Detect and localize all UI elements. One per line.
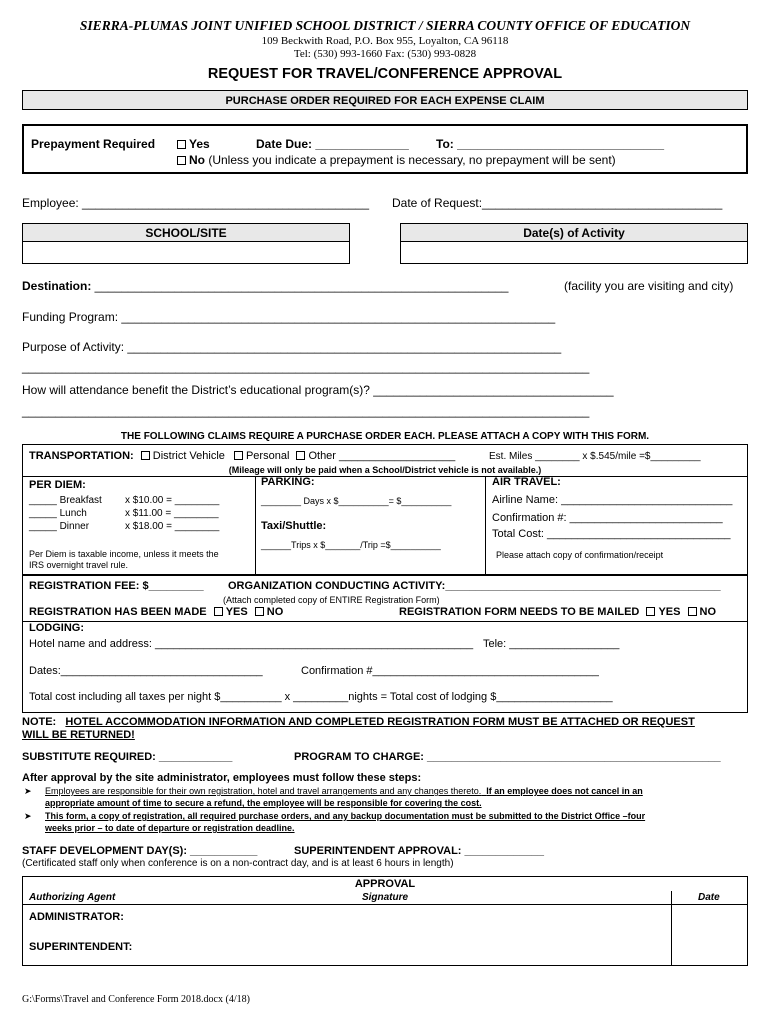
registration-mailed-label: REGISTRATION FORM NEEDS TO BE MAILED xyxy=(399,606,640,618)
school-site-header xyxy=(22,223,350,242)
prepay-yes-label: Yes xyxy=(189,137,210,151)
prepay-no-option[interactable] xyxy=(177,153,616,167)
date-of-request-field[interactable]: Date of Request:____________________________________ xyxy=(392,196,723,210)
note-text: HOTEL ACCOMMODATION INFORMATION AND COMPLETED REGISTRATION FORM MUST BE ATTACHED OR REQUEST xyxy=(65,716,695,728)
lodging-label: LODGING: xyxy=(29,622,84,634)
funding-program-field[interactable]: Funding Program: _________________________________________________________________ xyxy=(22,310,556,324)
bullet-arrow-icon: ➤ xyxy=(24,786,32,796)
school-site-label: SCHOOL/SITE xyxy=(145,226,227,240)
step-1-line-2: appropriate amount of time to secure a refund, the employee will be responsible for covering the cost. xyxy=(45,798,482,808)
benefit-line-2[interactable]: _____________________________________________________________________________________ xyxy=(22,404,590,418)
benefit-field[interactable]: How will attendance benefit the District’s educational program(s)? ____________________________________ xyxy=(22,383,614,397)
checkbox-icon[interactable] xyxy=(688,607,697,616)
approval-table xyxy=(22,876,748,966)
registration-mailed-row xyxy=(399,606,716,618)
signature-header: Signature xyxy=(361,892,409,903)
steps-heading: After approval by the site administrator, employees must follow these steps: xyxy=(22,772,422,784)
taxi-label: Taxi/Shuttle: xyxy=(261,520,327,532)
purpose-field[interactable]: Purpose of Activity: _________________________________________________________________ xyxy=(22,340,562,354)
to-field[interactable]: To: _______________________________ xyxy=(436,137,664,151)
registration-fee-field[interactable]: REGISTRATION FEE: $_________ xyxy=(29,580,204,592)
destination-field[interactable] xyxy=(22,279,508,293)
airline-name-field[interactable]: Airline Name: ____________________________ xyxy=(492,494,733,506)
registration-made-row xyxy=(29,606,283,618)
step-1-text-b: If an employee does not cancel in an xyxy=(486,786,643,796)
administrator-label: ADMINISTRATOR: xyxy=(29,911,124,923)
per-diem-note-1: Per Diem is taxable income, unless it meets the xyxy=(29,549,219,559)
checkbox-icon[interactable] xyxy=(177,156,186,165)
lodging-confirmation-field[interactable]: Confirmation #_____________________________________ xyxy=(301,665,599,677)
checkbox-icon[interactable] xyxy=(141,451,150,460)
dates-activity-header xyxy=(400,223,748,242)
dates-activity-input[interactable] xyxy=(400,241,748,264)
district-phone: Tel: (530) 993-1660 Fax: (530) 993-0828 xyxy=(293,48,477,60)
authorizing-agent-header: Authorizing Agent xyxy=(29,892,116,903)
employee-field[interactable]: Employee: ___________________________________________ xyxy=(22,196,370,210)
confirmation-field[interactable]: Confirmation #: _________________________ xyxy=(492,512,723,524)
purpose-line-2[interactable]: _____________________________________________________________________________________ xyxy=(22,360,590,374)
air-travel-label: AIR TRAVEL: xyxy=(492,476,561,488)
registration-mailed-no: NO xyxy=(699,606,717,618)
breakfast-field[interactable]: _____ Breakfast xyxy=(29,495,102,506)
breakfast-amount[interactable]: x $10.00 = ________ xyxy=(125,495,220,506)
checkbox-icon[interactable] xyxy=(296,451,305,460)
administrator-date[interactable] xyxy=(673,905,745,935)
note-line-2: WILL BE RETURNED! xyxy=(22,729,135,741)
transportation-row xyxy=(29,450,455,462)
dinner-field[interactable]: _____ Dinner xyxy=(29,521,90,532)
per-diem-label: PER DIEM: xyxy=(29,479,86,491)
prepayment-label: Prepayment Required xyxy=(31,137,156,151)
prepay-no-label: No xyxy=(189,153,205,167)
lodging-dates-field[interactable]: Dates:_________________________________ xyxy=(29,665,263,677)
prepay-no-note: (Unless you indicate a prepayment is necessary, no prepayment will be sent) xyxy=(205,153,616,167)
step-2-line-2: weeks prior – to date of departure or registration deadline. xyxy=(45,823,295,833)
substitute-field[interactable]: SUBSTITUTE REQUIRED: ____________ xyxy=(22,751,233,763)
dinner-amount[interactable]: x $18.00 = ________ xyxy=(125,521,220,532)
claims-table xyxy=(22,444,748,575)
superintendent-date[interactable] xyxy=(673,935,745,965)
superintendent-signature[interactable] xyxy=(163,935,669,965)
per-diem-note-2: IRS overnight travel rule. xyxy=(29,560,129,570)
district-name: SIERRA-PLUMAS JOINT UNIFIED SCHOOL DISTRICT / SIERRA COUNTY OFFICE OF EDUCATION xyxy=(79,18,691,33)
staff-development-field[interactable]: STAFF DEVELOPMENT DAY(S): ___________ xyxy=(22,845,258,857)
note-label: NOTE: xyxy=(22,716,57,728)
po-banner-text: PURCHASE ORDER REQUIRED FOR EACH EXPENSE CLAIM xyxy=(225,95,545,107)
date-header: Date xyxy=(698,892,720,903)
hotel-field[interactable]: Hotel name and address: ____________________________________________________ xyxy=(29,638,474,650)
checkbox-icon[interactable] xyxy=(177,140,186,149)
note-line-1 xyxy=(22,716,695,728)
school-site-input[interactable] xyxy=(22,241,350,264)
superintendent-label: SUPERINTENDENT: xyxy=(29,941,133,953)
registration-made-yes: YES xyxy=(225,606,248,618)
dates-activity-label: Date(s) of Activity xyxy=(523,226,625,240)
lunch-amount[interactable]: x $11.00 = ________ xyxy=(125,508,219,519)
divider xyxy=(23,476,747,477)
lodging-total-field[interactable]: Total cost including all taxes per night $__________ x _________nights = Total cost of lodging $___________________ xyxy=(29,691,613,703)
est-miles-field[interactable]: Est. Miles ________ x $.545/mile =$_________ xyxy=(489,451,701,462)
lunch-field[interactable]: _____ Lunch xyxy=(29,508,87,519)
checkbox-icon[interactable] xyxy=(646,607,655,616)
prepayment-box xyxy=(22,124,748,174)
superintendent-approval-field[interactable]: SUPERINTENDENT APPROVAL: _____________ xyxy=(294,845,545,857)
checkbox-icon[interactable] xyxy=(214,607,223,616)
mileage-note: (Mileage will only be paid when a School/District vehicle is not available.) xyxy=(228,465,542,475)
footer-path: G:\Forms\Travel and Conference Form 2018.docx (4/18) xyxy=(22,994,250,1005)
bullet-arrow-icon: ➤ xyxy=(24,811,32,821)
district-address: 109 Beckwith Road, P.O. Box 955, Loyalton, CA 96118 xyxy=(261,35,509,47)
attach-note: (Attach completed copy of ENTIRE Registration Form) xyxy=(223,595,440,605)
destination-label: Destination: xyxy=(22,279,95,293)
registration-box xyxy=(22,575,748,622)
organization-field[interactable]: ORGANIZATION CONDUCTING ACTIVITY:_____________________________________________ xyxy=(228,580,721,592)
district-vehicle-label: District Vehicle xyxy=(152,450,225,462)
registration-mailed-yes: YES xyxy=(658,606,681,618)
lodging-box xyxy=(22,621,748,713)
program-to-charge-field[interactable]: PROGRAM TO CHARGE: ________________________________________________ xyxy=(294,751,721,763)
date-due-field[interactable]: Date Due: ______________ xyxy=(256,137,409,151)
checkbox-icon[interactable] xyxy=(234,451,243,460)
registration-made-no: NO xyxy=(266,606,284,618)
destination-line: ______________________________________________________________ xyxy=(94,279,509,293)
administrator-signature[interactable] xyxy=(163,905,669,935)
transportation-label: TRANSPORTATION: xyxy=(29,450,134,462)
po-banner xyxy=(22,90,748,110)
destination-note: (facility you are visiting and city) xyxy=(564,279,734,293)
step-1-text-a: Employees are responsible for their own registration, hotel and travel arrangements and any changes thereto. xyxy=(45,786,482,796)
personal-label: Personal xyxy=(245,450,290,462)
parking-label: PARKING: xyxy=(261,476,315,488)
staff-note: (Certificated staff only when conference is on a non-contract day, and is at least 6 hours in length) xyxy=(22,858,454,869)
taxi-trips-field[interactable]: ______Trips x $_______/Trip =$__________ xyxy=(261,540,441,550)
divider xyxy=(485,476,486,575)
tele-field[interactable]: Tele: __________________ xyxy=(483,638,620,650)
other-field[interactable]: Other ___________________ xyxy=(308,450,456,462)
total-cost-field[interactable]: Total Cost: ______________________________ xyxy=(492,528,731,540)
prepay-yes-option[interactable] xyxy=(177,137,210,151)
divider xyxy=(255,476,256,575)
approval-title: APPROVAL xyxy=(354,878,416,890)
step-1-line-1 xyxy=(45,786,643,796)
claims-heading: THE FOLLOWING CLAIMS REQUIRE A PURCHASE ORDER EACH. PLEASE ATTACH A COPY WITH THIS FORM. xyxy=(120,431,650,442)
checkbox-icon[interactable] xyxy=(255,607,264,616)
parking-days-field[interactable]: ________ Days x $__________= $__________ xyxy=(261,496,452,506)
page-title: REQUEST FOR TRAVEL/CONFERENCE APPROVAL xyxy=(207,66,563,82)
registration-made-label: REGISTRATION HAS BEEN MADE xyxy=(29,606,207,618)
air-note: Please attach copy of confirmation/receipt xyxy=(496,550,664,560)
step-2-line-1: This form, a copy of registration, all required purchase orders, and any backup documentation must be submitted to the District Office –four xyxy=(45,811,646,821)
